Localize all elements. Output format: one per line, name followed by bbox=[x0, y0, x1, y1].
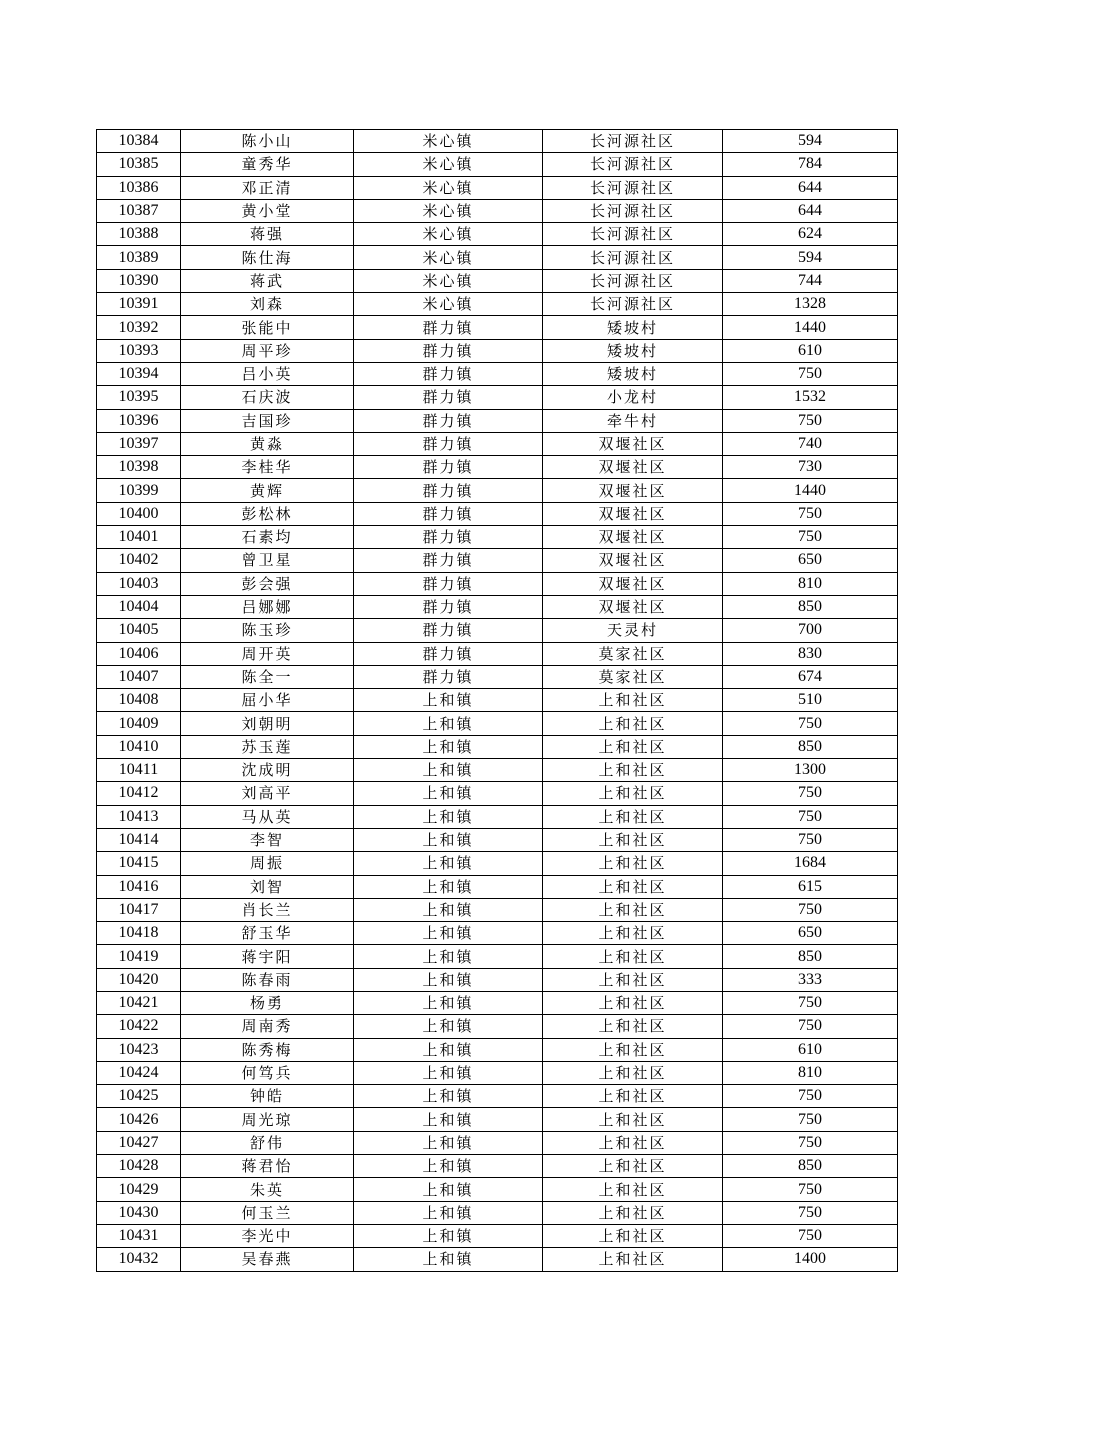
table-row bbox=[97, 246, 898, 269]
community-cell: 上和社区 bbox=[543, 852, 723, 875]
town-cell: 米心镇 bbox=[354, 176, 543, 199]
community-cell: 莫家社区 bbox=[543, 665, 723, 688]
name-cell: 周光琼 bbox=[181, 1108, 354, 1131]
name-cell: 刘高平 bbox=[181, 782, 354, 805]
name-cell: 屈小华 bbox=[181, 689, 354, 712]
amount-cell: 850 bbox=[723, 1155, 898, 1178]
name-cell: 吉国珍 bbox=[181, 409, 354, 432]
name-cell: 李智 bbox=[181, 828, 354, 851]
table-row bbox=[97, 456, 898, 479]
record-id-cell: 10418 bbox=[97, 922, 181, 945]
name-cell: 蒋君怡 bbox=[181, 1155, 354, 1178]
community-cell: 长河源社区 bbox=[543, 223, 723, 246]
town-cell: 上和镇 bbox=[354, 875, 543, 898]
name-cell: 周平珍 bbox=[181, 339, 354, 362]
record-id-cell: 10412 bbox=[97, 782, 181, 805]
town-cell: 上和镇 bbox=[354, 805, 543, 828]
record-id-cell: 10410 bbox=[97, 735, 181, 758]
community-cell: 上和社区 bbox=[543, 1061, 723, 1084]
amount-cell: 1328 bbox=[723, 293, 898, 316]
name-cell: 朱英 bbox=[181, 1178, 354, 1201]
amount-cell: 1532 bbox=[723, 386, 898, 409]
community-cell: 上和社区 bbox=[543, 712, 723, 735]
amount-cell: 750 bbox=[723, 991, 898, 1014]
table-row bbox=[97, 339, 898, 362]
amount-cell: 644 bbox=[723, 176, 898, 199]
amount-cell: 1400 bbox=[723, 1248, 898, 1271]
community-cell: 上和社区 bbox=[543, 689, 723, 712]
record-id-cell: 10388 bbox=[97, 223, 181, 246]
town-cell: 上和镇 bbox=[354, 1224, 543, 1247]
town-cell: 上和镇 bbox=[354, 991, 543, 1014]
amount-cell: 624 bbox=[723, 223, 898, 246]
name-cell: 舒玉华 bbox=[181, 922, 354, 945]
town-cell: 上和镇 bbox=[354, 922, 543, 945]
record-id-cell: 10428 bbox=[97, 1155, 181, 1178]
table-row bbox=[97, 642, 898, 665]
community-cell: 上和社区 bbox=[543, 782, 723, 805]
amount-cell: 650 bbox=[723, 549, 898, 572]
amount-cell: 750 bbox=[723, 502, 898, 525]
name-cell: 苏玉莲 bbox=[181, 735, 354, 758]
record-id-cell: 10393 bbox=[97, 339, 181, 362]
amount-cell: 744 bbox=[723, 269, 898, 292]
table-row bbox=[97, 1061, 898, 1084]
table-row bbox=[97, 805, 898, 828]
record-id-cell: 10426 bbox=[97, 1108, 181, 1131]
town-cell: 群力镇 bbox=[354, 549, 543, 572]
town-cell: 米心镇 bbox=[354, 223, 543, 246]
amount-cell: 750 bbox=[723, 1224, 898, 1247]
town-cell: 上和镇 bbox=[354, 782, 543, 805]
amount-cell: 750 bbox=[723, 805, 898, 828]
town-cell: 上和镇 bbox=[354, 945, 543, 968]
community-cell: 小龙村 bbox=[543, 386, 723, 409]
town-cell: 上和镇 bbox=[354, 1131, 543, 1154]
community-cell: 双堰社区 bbox=[543, 432, 723, 455]
amount-cell: 750 bbox=[723, 409, 898, 432]
name-cell: 黄辉 bbox=[181, 479, 354, 502]
data-table bbox=[96, 129, 898, 1272]
table-row bbox=[97, 223, 898, 246]
community-cell: 上和社区 bbox=[543, 735, 723, 758]
table-row bbox=[97, 502, 898, 525]
record-id-cell: 10405 bbox=[97, 619, 181, 642]
table-row bbox=[97, 572, 898, 595]
community-cell: 矮坡村 bbox=[543, 339, 723, 362]
table-row bbox=[97, 409, 898, 432]
name-cell: 刘森 bbox=[181, 293, 354, 316]
record-id-cell: 10429 bbox=[97, 1178, 181, 1201]
table-row bbox=[97, 1131, 898, 1154]
community-cell: 双堰社区 bbox=[543, 502, 723, 525]
record-id-cell: 10423 bbox=[97, 1038, 181, 1061]
amount-cell: 333 bbox=[723, 968, 898, 991]
table-row bbox=[97, 1248, 898, 1271]
name-cell: 蒋强 bbox=[181, 223, 354, 246]
amount-cell: 594 bbox=[723, 130, 898, 153]
record-id-cell: 10430 bbox=[97, 1201, 181, 1224]
record-id-cell: 10397 bbox=[97, 432, 181, 455]
amount-cell: 750 bbox=[723, 362, 898, 385]
community-cell: 长河源社区 bbox=[543, 269, 723, 292]
town-cell: 上和镇 bbox=[354, 1085, 543, 1108]
town-cell: 群力镇 bbox=[354, 502, 543, 525]
town-cell: 上和镇 bbox=[354, 852, 543, 875]
town-cell: 米心镇 bbox=[354, 269, 543, 292]
record-id-cell: 10417 bbox=[97, 898, 181, 921]
town-cell: 米心镇 bbox=[354, 199, 543, 222]
town-cell: 上和镇 bbox=[354, 898, 543, 921]
name-cell: 周振 bbox=[181, 852, 354, 875]
amount-cell: 615 bbox=[723, 875, 898, 898]
table-row bbox=[97, 619, 898, 642]
table-row bbox=[97, 1108, 898, 1131]
record-id-cell: 10391 bbox=[97, 293, 181, 316]
town-cell: 群力镇 bbox=[354, 572, 543, 595]
table-row bbox=[97, 759, 898, 782]
name-cell: 蒋武 bbox=[181, 269, 354, 292]
table-row bbox=[97, 153, 898, 176]
name-cell: 周南秀 bbox=[181, 1015, 354, 1038]
name-cell: 吕娜娜 bbox=[181, 595, 354, 618]
amount-cell: 810 bbox=[723, 1061, 898, 1084]
town-cell: 上和镇 bbox=[354, 1015, 543, 1038]
amount-cell: 750 bbox=[723, 1131, 898, 1154]
name-cell: 何笃兵 bbox=[181, 1061, 354, 1084]
record-id-cell: 10403 bbox=[97, 572, 181, 595]
name-cell: 石素均 bbox=[181, 526, 354, 549]
amount-cell: 610 bbox=[723, 339, 898, 362]
name-cell: 陈全一 bbox=[181, 665, 354, 688]
table-row bbox=[97, 735, 898, 758]
record-id-cell: 10390 bbox=[97, 269, 181, 292]
table-row bbox=[97, 782, 898, 805]
community-cell: 双堰社区 bbox=[543, 479, 723, 502]
record-id-cell: 10386 bbox=[97, 176, 181, 199]
name-cell: 陈仕海 bbox=[181, 246, 354, 269]
community-cell: 长河源社区 bbox=[543, 130, 723, 153]
community-cell: 上和社区 bbox=[543, 1038, 723, 1061]
name-cell: 曾卫星 bbox=[181, 549, 354, 572]
community-cell: 长河源社区 bbox=[543, 293, 723, 316]
community-cell: 双堰社区 bbox=[543, 526, 723, 549]
town-cell: 群力镇 bbox=[354, 479, 543, 502]
community-cell: 矮坡村 bbox=[543, 362, 723, 385]
community-cell: 上和社区 bbox=[543, 1155, 723, 1178]
amount-cell: 750 bbox=[723, 712, 898, 735]
name-cell: 马从英 bbox=[181, 805, 354, 828]
name-cell: 彭会强 bbox=[181, 572, 354, 595]
record-id-cell: 10424 bbox=[97, 1061, 181, 1084]
table-row bbox=[97, 199, 898, 222]
table-row bbox=[97, 1224, 898, 1247]
table-row bbox=[97, 316, 898, 339]
amount-cell: 750 bbox=[723, 782, 898, 805]
record-id-cell: 10416 bbox=[97, 875, 181, 898]
town-cell: 米心镇 bbox=[354, 153, 543, 176]
community-cell: 双堰社区 bbox=[543, 549, 723, 572]
name-cell: 刘朝明 bbox=[181, 712, 354, 735]
community-cell: 双堰社区 bbox=[543, 595, 723, 618]
community-cell: 上和社区 bbox=[543, 898, 723, 921]
amount-cell: 594 bbox=[723, 246, 898, 269]
name-cell: 吴春燕 bbox=[181, 1248, 354, 1271]
record-id-cell: 10401 bbox=[97, 526, 181, 549]
town-cell: 群力镇 bbox=[354, 619, 543, 642]
amount-cell: 750 bbox=[723, 1085, 898, 1108]
table-row bbox=[97, 526, 898, 549]
record-id-cell: 10399 bbox=[97, 479, 181, 502]
name-cell: 何玉兰 bbox=[181, 1201, 354, 1224]
record-id-cell: 10415 bbox=[97, 852, 181, 875]
town-cell: 群力镇 bbox=[354, 386, 543, 409]
community-cell: 上和社区 bbox=[543, 875, 723, 898]
community-cell: 长河源社区 bbox=[543, 176, 723, 199]
amount-cell: 850 bbox=[723, 595, 898, 618]
record-id-cell: 10392 bbox=[97, 316, 181, 339]
town-cell: 群力镇 bbox=[354, 456, 543, 479]
town-cell: 群力镇 bbox=[354, 432, 543, 455]
record-id-cell: 10421 bbox=[97, 991, 181, 1014]
town-cell: 群力镇 bbox=[354, 665, 543, 688]
record-id-cell: 10385 bbox=[97, 153, 181, 176]
table-row bbox=[97, 293, 898, 316]
community-cell: 长河源社区 bbox=[543, 199, 723, 222]
amount-cell: 810 bbox=[723, 572, 898, 595]
town-cell: 米心镇 bbox=[354, 293, 543, 316]
table-row bbox=[97, 1155, 898, 1178]
community-cell: 长河源社区 bbox=[543, 153, 723, 176]
amount-cell: 644 bbox=[723, 199, 898, 222]
town-cell: 上和镇 bbox=[354, 828, 543, 851]
record-id-cell: 10400 bbox=[97, 502, 181, 525]
table-row bbox=[97, 1178, 898, 1201]
community-cell: 天灵村 bbox=[543, 619, 723, 642]
community-cell: 上和社区 bbox=[543, 1178, 723, 1201]
town-cell: 群力镇 bbox=[354, 526, 543, 549]
record-id-cell: 10431 bbox=[97, 1224, 181, 1247]
community-cell: 上和社区 bbox=[543, 1015, 723, 1038]
name-cell: 邓正清 bbox=[181, 176, 354, 199]
name-cell: 舒伟 bbox=[181, 1131, 354, 1154]
record-id-cell: 10419 bbox=[97, 945, 181, 968]
community-cell: 上和社区 bbox=[543, 759, 723, 782]
name-cell: 黄淼 bbox=[181, 432, 354, 455]
name-cell: 钟皓 bbox=[181, 1085, 354, 1108]
community-cell: 上和社区 bbox=[543, 1248, 723, 1271]
amount-cell: 850 bbox=[723, 945, 898, 968]
town-cell: 群力镇 bbox=[354, 339, 543, 362]
community-cell: 上和社区 bbox=[543, 1085, 723, 1108]
table-row bbox=[97, 689, 898, 712]
amount-cell: 750 bbox=[723, 898, 898, 921]
amount-cell: 740 bbox=[723, 432, 898, 455]
table-row bbox=[97, 828, 898, 851]
community-cell: 上和社区 bbox=[543, 1224, 723, 1247]
record-id-cell: 10398 bbox=[97, 456, 181, 479]
record-id-cell: 10432 bbox=[97, 1248, 181, 1271]
record-id-cell: 10387 bbox=[97, 199, 181, 222]
town-cell: 群力镇 bbox=[354, 595, 543, 618]
community-cell: 上和社区 bbox=[543, 991, 723, 1014]
name-cell: 陈小山 bbox=[181, 130, 354, 153]
community-cell: 上和社区 bbox=[543, 828, 723, 851]
table-row bbox=[97, 968, 898, 991]
table-row bbox=[97, 1201, 898, 1224]
name-cell: 陈玉珍 bbox=[181, 619, 354, 642]
amount-cell: 650 bbox=[723, 922, 898, 945]
town-cell: 群力镇 bbox=[354, 316, 543, 339]
record-id-cell: 10389 bbox=[97, 246, 181, 269]
name-cell: 李光中 bbox=[181, 1224, 354, 1247]
town-cell: 上和镇 bbox=[354, 712, 543, 735]
record-id-cell: 10404 bbox=[97, 595, 181, 618]
amount-cell: 750 bbox=[723, 828, 898, 851]
name-cell: 陈秀梅 bbox=[181, 1038, 354, 1061]
record-id-cell: 10396 bbox=[97, 409, 181, 432]
community-cell: 双堰社区 bbox=[543, 572, 723, 595]
table-row bbox=[97, 945, 898, 968]
amount-cell: 510 bbox=[723, 689, 898, 712]
name-cell: 杨勇 bbox=[181, 991, 354, 1014]
amount-cell: 784 bbox=[723, 153, 898, 176]
community-cell: 上和社区 bbox=[543, 1131, 723, 1154]
town-cell: 上和镇 bbox=[354, 1178, 543, 1201]
town-cell: 上和镇 bbox=[354, 968, 543, 991]
record-id-cell: 10406 bbox=[97, 642, 181, 665]
record-id-cell: 10413 bbox=[97, 805, 181, 828]
amount-cell: 750 bbox=[723, 1201, 898, 1224]
record-id-cell: 10395 bbox=[97, 386, 181, 409]
amount-cell: 750 bbox=[723, 1015, 898, 1038]
table-row bbox=[97, 176, 898, 199]
record-id-cell: 10394 bbox=[97, 362, 181, 385]
community-cell: 上和社区 bbox=[543, 1201, 723, 1224]
record-id-cell: 10422 bbox=[97, 1015, 181, 1038]
name-cell: 陈春雨 bbox=[181, 968, 354, 991]
community-cell: 矮坡村 bbox=[543, 316, 723, 339]
town-cell: 上和镇 bbox=[354, 1108, 543, 1131]
table-row bbox=[97, 875, 898, 898]
community-cell: 上和社区 bbox=[543, 968, 723, 991]
table-row bbox=[97, 595, 898, 618]
amount-cell: 1440 bbox=[723, 479, 898, 502]
table-row bbox=[97, 1038, 898, 1061]
record-id-cell: 10409 bbox=[97, 712, 181, 735]
name-cell: 黄小堂 bbox=[181, 199, 354, 222]
community-cell: 上和社区 bbox=[543, 805, 723, 828]
amount-cell: 750 bbox=[723, 1108, 898, 1131]
name-cell: 肖长兰 bbox=[181, 898, 354, 921]
community-cell: 莫家社区 bbox=[543, 642, 723, 665]
record-id-cell: 10414 bbox=[97, 828, 181, 851]
town-cell: 上和镇 bbox=[354, 689, 543, 712]
town-cell: 群力镇 bbox=[354, 409, 543, 432]
amount-cell: 1440 bbox=[723, 316, 898, 339]
table-row bbox=[97, 991, 898, 1014]
table-row bbox=[97, 432, 898, 455]
name-cell: 李桂华 bbox=[181, 456, 354, 479]
town-cell: 上和镇 bbox=[354, 1038, 543, 1061]
town-cell: 群力镇 bbox=[354, 642, 543, 665]
town-cell: 米心镇 bbox=[354, 130, 543, 153]
town-cell: 上和镇 bbox=[354, 759, 543, 782]
name-cell: 周开英 bbox=[181, 642, 354, 665]
record-id-cell: 10402 bbox=[97, 549, 181, 572]
town-cell: 上和镇 bbox=[354, 1248, 543, 1271]
table-row bbox=[97, 269, 898, 292]
table-row bbox=[97, 852, 898, 875]
name-cell: 张能中 bbox=[181, 316, 354, 339]
name-cell: 沈成明 bbox=[181, 759, 354, 782]
table-row bbox=[97, 549, 898, 572]
amount-cell: 1684 bbox=[723, 852, 898, 875]
amount-cell: 750 bbox=[723, 1178, 898, 1201]
town-cell: 上和镇 bbox=[354, 735, 543, 758]
amount-cell: 730 bbox=[723, 456, 898, 479]
community-cell: 上和社区 bbox=[543, 922, 723, 945]
amount-cell: 700 bbox=[723, 619, 898, 642]
table-row bbox=[97, 1015, 898, 1038]
record-id-cell: 10420 bbox=[97, 968, 181, 991]
table-row bbox=[97, 665, 898, 688]
record-id-cell: 10384 bbox=[97, 130, 181, 153]
community-cell: 牵牛村 bbox=[543, 409, 723, 432]
community-cell: 上和社区 bbox=[543, 1108, 723, 1131]
name-cell: 彭松林 bbox=[181, 502, 354, 525]
record-id-cell: 10425 bbox=[97, 1085, 181, 1108]
table-row bbox=[97, 479, 898, 502]
town-cell: 上和镇 bbox=[354, 1155, 543, 1178]
record-id-cell: 10411 bbox=[97, 759, 181, 782]
community-cell: 双堰社区 bbox=[543, 456, 723, 479]
record-id-cell: 10408 bbox=[97, 689, 181, 712]
amount-cell: 850 bbox=[723, 735, 898, 758]
community-cell: 上和社区 bbox=[543, 945, 723, 968]
town-cell: 上和镇 bbox=[354, 1061, 543, 1084]
table-row bbox=[97, 712, 898, 735]
record-id-cell: 10427 bbox=[97, 1131, 181, 1154]
table-row bbox=[97, 922, 898, 945]
amount-cell: 830 bbox=[723, 642, 898, 665]
name-cell: 石庆波 bbox=[181, 386, 354, 409]
town-cell: 上和镇 bbox=[354, 1201, 543, 1224]
table-body bbox=[97, 130, 898, 1272]
community-cell: 长河源社区 bbox=[543, 246, 723, 269]
name-cell: 刘智 bbox=[181, 875, 354, 898]
amount-cell: 674 bbox=[723, 665, 898, 688]
record-id-cell: 10407 bbox=[97, 665, 181, 688]
amount-cell: 610 bbox=[723, 1038, 898, 1061]
name-cell: 吕小英 bbox=[181, 362, 354, 385]
town-cell: 群力镇 bbox=[354, 362, 543, 385]
amount-cell: 1300 bbox=[723, 759, 898, 782]
name-cell: 童秀华 bbox=[181, 153, 354, 176]
amount-cell: 750 bbox=[723, 526, 898, 549]
table-row bbox=[97, 898, 898, 921]
town-cell: 米心镇 bbox=[354, 246, 543, 269]
table-row bbox=[97, 130, 898, 153]
table-row bbox=[97, 362, 898, 385]
table-row bbox=[97, 386, 898, 409]
table-row bbox=[97, 1085, 898, 1108]
name-cell: 蒋宇阳 bbox=[181, 945, 354, 968]
